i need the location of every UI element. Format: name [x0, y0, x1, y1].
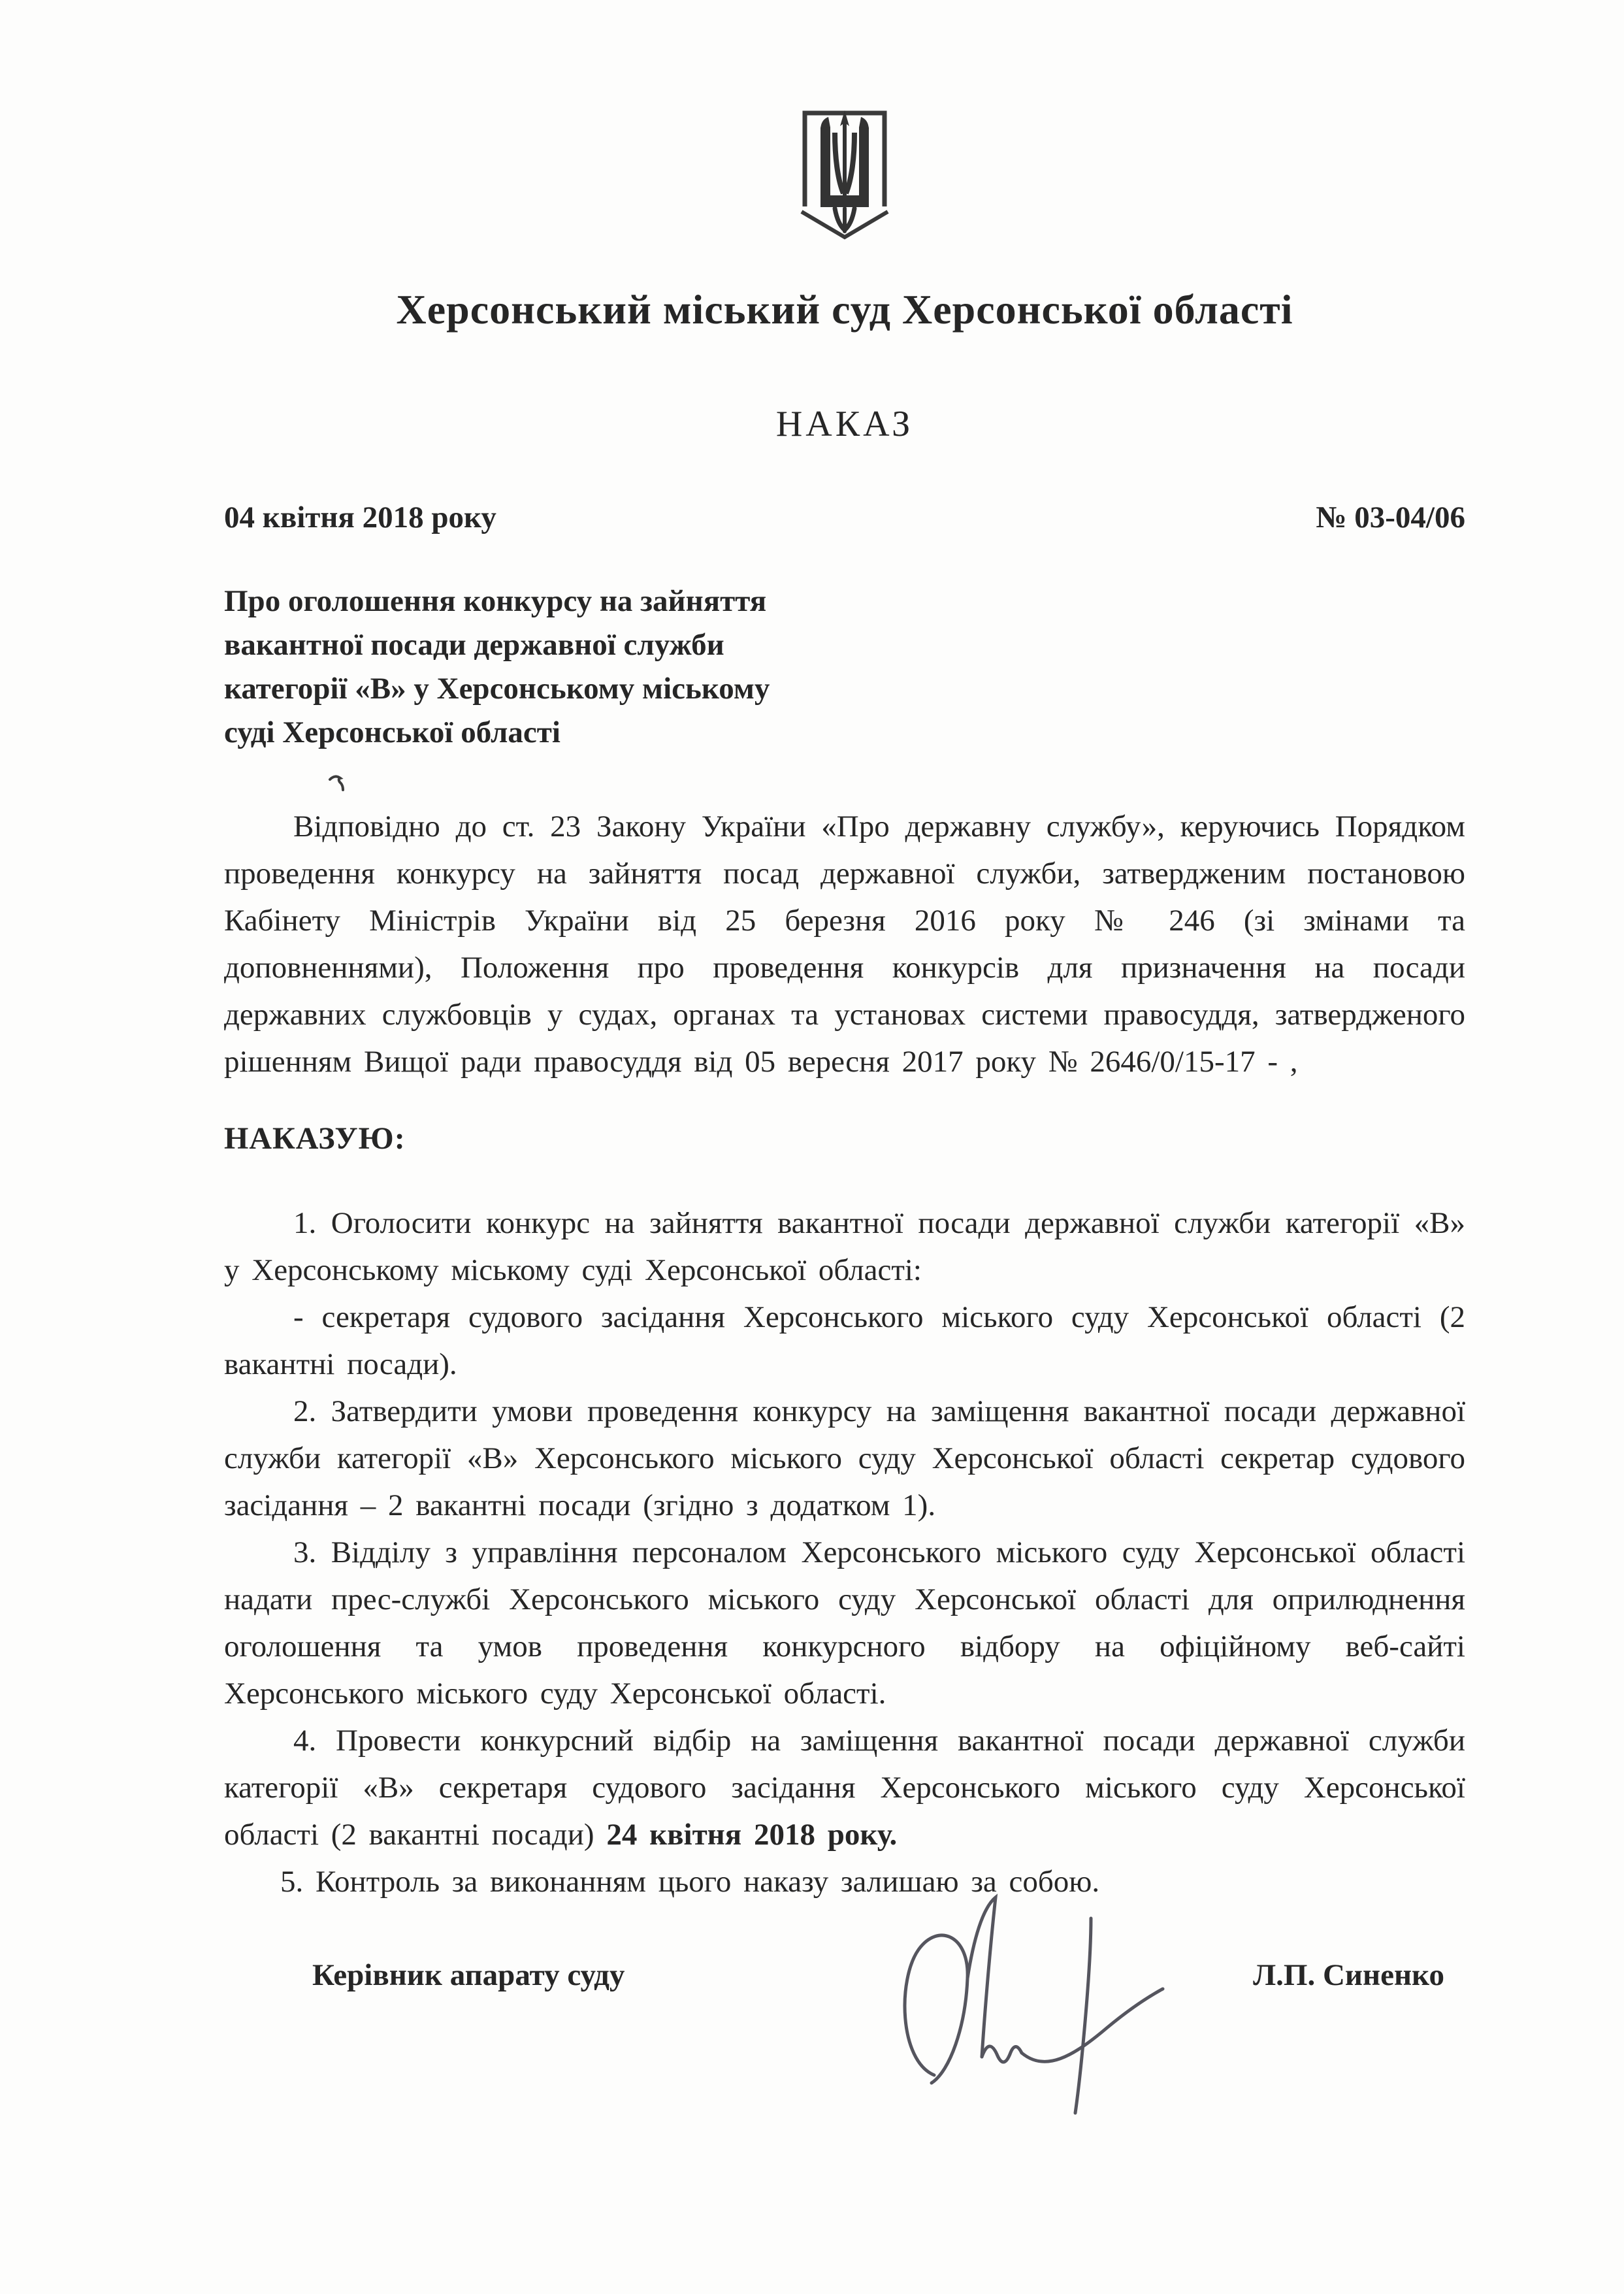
order-item-3: 3. Відділу з управління персоналом Херсонського міського суду Херсонської області надати прес-службі Херсонського міського суду Херсонської області для оприлюднення оголошення та умов проведення конкурсного відбору на офіційному веб-сайті Херсонського міського суду Херсонської області.	[224, 1535, 1465, 1711]
preamble-paragraph: Відповідно до ст. 23 Закону України «Про державну службу», керуючись Порядком проведення конкурсу на зайняття посад державної служби, затвердженим постановою Кабінету Міністрів України від 25 березня 2016 року № 246 (зі змінами та доповненнями), Положення про проведення конкурсів для призначення на посади державних службовців у судах, органах та установах системи правосуддя, затвердженого рішенням Вищої ради правосуддя від 05 вересня 2017 року № 2646/0/15-17 - ,	[224, 810, 1465, 1079]
order-item-1: 1. Оголосити конкурс на зайняття вакантної посади державної служби категорії «В» у Херсонському міському суді Херсонської області:	[224, 1206, 1465, 1287]
order-item-1-sub: - секретаря судового засідання Херсонського міського суду Херсонської області (2 вакантні посади).	[224, 1300, 1465, 1381]
ukraine-trident-emblem	[796, 107, 894, 249]
date-number-row	[224, 500, 1465, 535]
order-number: № 03-04/06	[1316, 500, 1465, 534]
order-item-2: 2. Затвердити умови проведення конкурсу на заміщення вакантної посади державної служби категорії «В» Херсонського міського суду Херсонської області секретар судового засідання – 2 вакантні посади (згідно з додатком 1).	[224, 1394, 1465, 1522]
order-item-5: 5. Контроль за виконанням цього наказу залишаю за собою.	[280, 1865, 1100, 1899]
signature-row	[224, 1958, 1465, 1993]
document-type-heading: НАКАЗ	[775, 404, 914, 444]
page-content	[224, 0, 1465, 1993]
subject-line: суді Херсонської області	[224, 715, 560, 749]
signatory-name: Л.П. Синенко	[1253, 1958, 1444, 1992]
subject-block	[224, 580, 1465, 755]
order-word: НАКАЗУЮ:	[224, 1121, 406, 1156]
subject-line: категорії «В» у Херсонському міському	[224, 672, 770, 706]
scan-artifact-mark	[327, 773, 353, 795]
handwritten-signature	[874, 1880, 1181, 2123]
order-date: 04 квітня 2018 року	[224, 500, 496, 534]
court-name-title: Херсонський міський суд Херсонської області	[396, 286, 1293, 333]
order-item-4-text: 4. Провести конкурсний відбір на заміщення вакантної посади державної служби категорії «В» секретаря судового засідання Херсонського міського суду Херсонської області (2 вакантні посади)	[224, 1724, 1465, 1852]
signatory-role: Керівник апарату суду	[312, 1958, 625, 1992]
order-item-4	[224, 1717, 1465, 1858]
order-item-4-deadline: 24 квітня 2018 року.	[606, 1818, 898, 1852]
subject-line: Про оголошення конкурсу на зайняття	[224, 584, 767, 618]
subject-line: вакантної посади державної служби	[224, 628, 724, 662]
order-items	[224, 1200, 1465, 1905]
preamble-wrap	[224, 803, 1465, 1085]
